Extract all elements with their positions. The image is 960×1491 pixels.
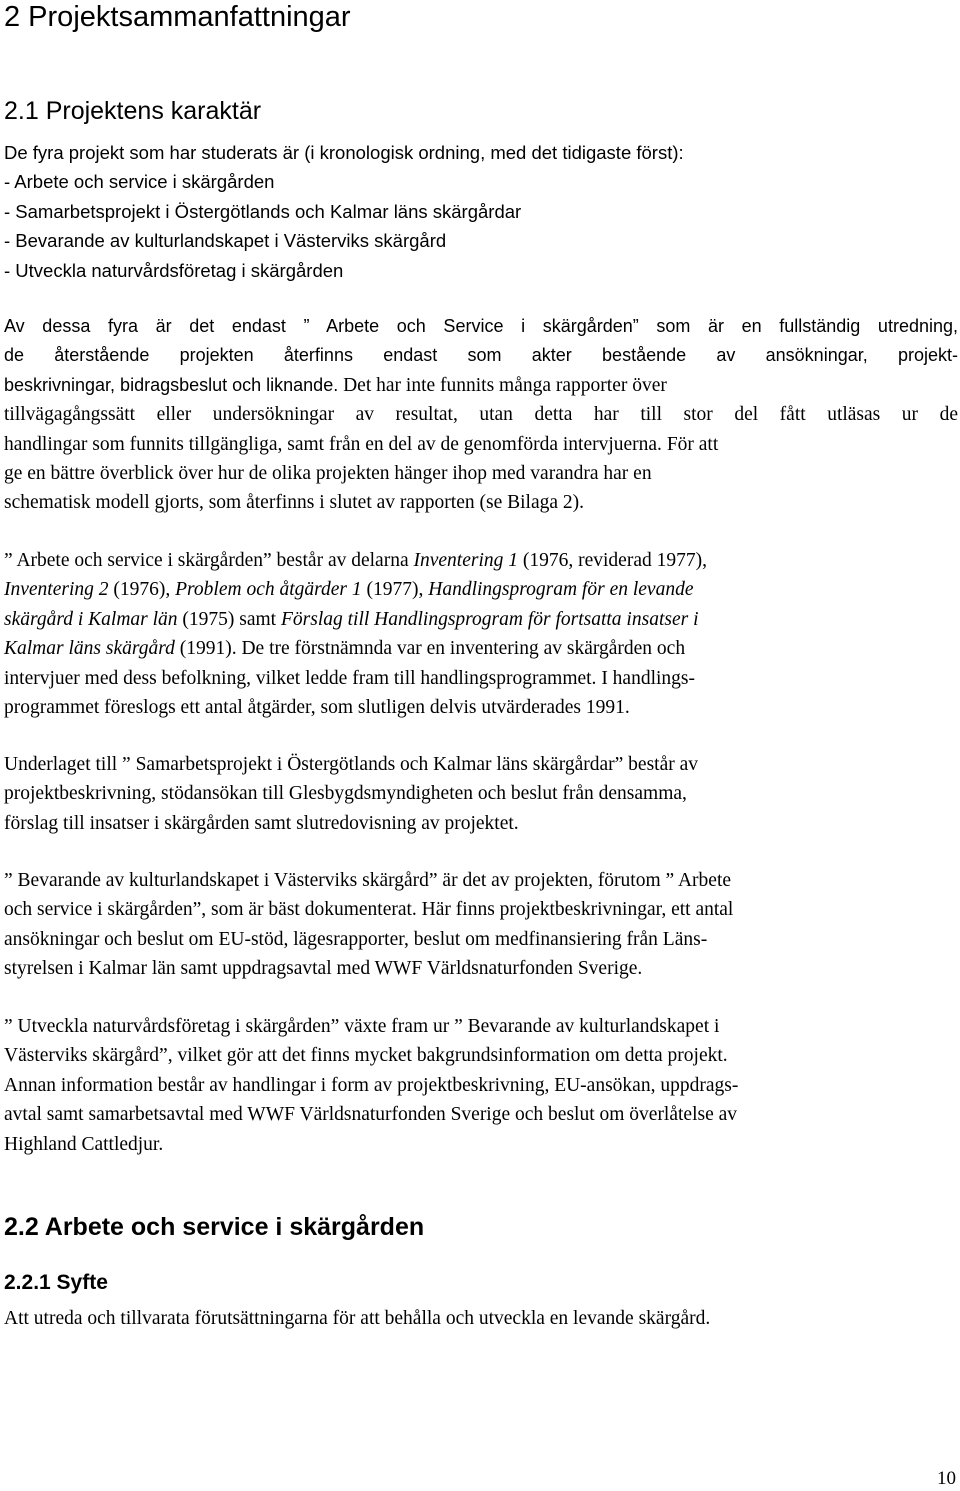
paragraph-arbete-och-service xyxy=(4,546,958,722)
project-list-item: - Bevarande av kulturlandskapet i Västerviks skärgård xyxy=(4,230,447,252)
paragraph-line: Highland Cattledjur. xyxy=(4,1133,164,1155)
paragraph-line: Att utreda och tillvarata förutsättningarna för att behålla och utveckla en levande skärgård. xyxy=(4,1308,711,1329)
paragraph-line: Av dessa fyra är det endast ” Arbete och Service i skärgården” som är en fullständig utredning, xyxy=(4,316,958,336)
paragraph-line xyxy=(4,605,958,634)
paragraph-line: projektbeskrivning, stödansökan till Glesbygdsmyndigheten och beslut från densamma, xyxy=(4,783,687,805)
italic-title: Inventering 1 xyxy=(413,550,518,571)
paragraph-line: ge en bättre överblick över hur de olika projekten hänger ihop med varandra har en xyxy=(4,463,652,485)
paragraph-line: de återstående projekten återfinns endast som akter bestående av ansökningar, projekt- xyxy=(4,345,958,366)
paragraph-text: och service i skärgården”, som är bäst dokumenterat. xyxy=(4,899,417,921)
paragraph-line: avtal samt samarbetsavtal med WWF Världsnaturfonden Sverige och beslut om överlåtelse av xyxy=(4,1104,738,1126)
paragraph-syfte xyxy=(4,1304,958,1333)
paragraph-text: I handlings- xyxy=(596,667,696,689)
paragraph-line xyxy=(4,634,958,663)
paragraph-text: ” Arbete och service i skärgården” består av delarna xyxy=(4,550,414,571)
italic-title: Handlingsprogram för en levande xyxy=(428,579,694,601)
paragraph-text: beskrivningar, bidragsbeslut och liknande. xyxy=(4,374,339,395)
italic-title: Inventering 2 xyxy=(4,579,109,601)
paragraph-line: schematisk modell gjorts, som återfinns i slutet av rapporten (se Bilaga 2). xyxy=(4,492,584,514)
paragraph-line: Annan information består av handlingar i form av projektbeskrivning, EU-ansökan, uppdrags- xyxy=(4,1074,739,1096)
paragraph-line: ” Utveckla naturvårdsföretag i skärgården” växte fram ur ” Bevarande av kulturlandskapet i xyxy=(4,1016,720,1037)
paragraph-samarbetsprojekt xyxy=(4,750,958,838)
project-list-block xyxy=(4,138,954,285)
paragraph-line: Underlaget till ” Samarbetsprojekt i Östergötlands och Kalmar läns skärgårdar” består av xyxy=(4,754,699,775)
project-list-item: - Samarbetsprojekt i Östergötlands och Kalmar läns skärgårdar xyxy=(4,200,522,222)
paragraph-text: handlingar som funnits tillgängliga, samt från en del av de genomförda intervjuerna. xyxy=(4,433,662,455)
paragraph-line xyxy=(4,664,958,693)
paragraph-line xyxy=(4,430,958,459)
paragraph-line xyxy=(4,371,958,400)
paragraph-line: ansökningar och beslut om EU-stöd, lägesrapporter, beslut om medfinansiering från Läns- xyxy=(4,928,708,950)
project-list-item: - Utveckla naturvårdsföretag i skärgården xyxy=(4,259,344,281)
paragraph-text: För att xyxy=(661,433,719,455)
project-list-item: - Arbete och service i skärgården xyxy=(4,171,275,193)
paragraph-utveckla xyxy=(4,1012,958,1159)
section-2-2-1-title: 2.2.1 Syfte xyxy=(4,1271,108,1294)
italic-title: Kalmar läns skärgård xyxy=(4,638,175,660)
paragraph-line: förslag till insatser i skärgården samt slutredovisning av projektet. xyxy=(4,812,519,834)
paragraph-line: Västerviks skärgård”, vilket gör att det finns mycket bakgrundsinformation om detta projekt. xyxy=(4,1045,728,1067)
paragraph-text: intervjuer med dess befolkning, vilket ledde fram till handlingsprogrammet. xyxy=(4,667,597,689)
paragraph-line xyxy=(4,546,958,575)
intro-text: De fyra projekt som har studerats är (i kronologisk ordning, med det tidigaste först): xyxy=(4,142,684,163)
italic-title: skärgård i Kalmar län xyxy=(4,608,178,630)
paragraph-bevarande xyxy=(4,866,958,984)
paragraph-text: (1991). xyxy=(174,638,237,660)
section-2-2-title: 2.2 Arbete och service i skärgården xyxy=(4,1213,425,1241)
paragraph-line xyxy=(4,895,958,924)
paragraph-text: (1976), xyxy=(108,579,176,601)
chapter-title: 2 Projektsammanfattningar xyxy=(4,1,351,33)
paragraph-text: (1977), xyxy=(361,579,429,601)
paragraph-overview xyxy=(4,312,958,518)
paragraph-text: De tre förstnämnda var en inventering av skärgården och xyxy=(236,638,686,660)
paragraph-text: Det har inte funnits många rapporter över xyxy=(338,374,667,396)
paragraph-line: tillvägagångssätt eller undersökningar av resultat, utan detta har till stor del fått utläsas ur de xyxy=(4,404,958,426)
paragraph-text: Här finns projektbeskrivningar, ett antal xyxy=(416,899,734,921)
italic-title: Förslag till Handlingsprogram för fortsatta insatser i xyxy=(280,608,699,630)
paragraph-text: (1975) samt xyxy=(177,608,281,630)
section-2-1-title: 2.1 Projektens karaktär xyxy=(4,97,262,125)
paragraph-line xyxy=(4,575,958,604)
italic-title: Problem och åtgärder 1 xyxy=(175,579,362,601)
paragraph-line: ” Bevarande av kulturlandskapet i Västerviks skärgård” är det av projekten, förutom ” Arbete xyxy=(4,870,732,891)
paragraph-line: programmet föreslogs ett antal åtgärder, som slutligen delvis utvärderades 1991. xyxy=(4,697,630,719)
paragraph-text: (1976, reviderad 1977), xyxy=(518,550,707,571)
page-number: 10 xyxy=(937,1468,956,1489)
paragraph-line: styrelsen i Kalmar län samt uppdragsavtal med WWF Världsnaturfonden Sverige. xyxy=(4,958,643,980)
